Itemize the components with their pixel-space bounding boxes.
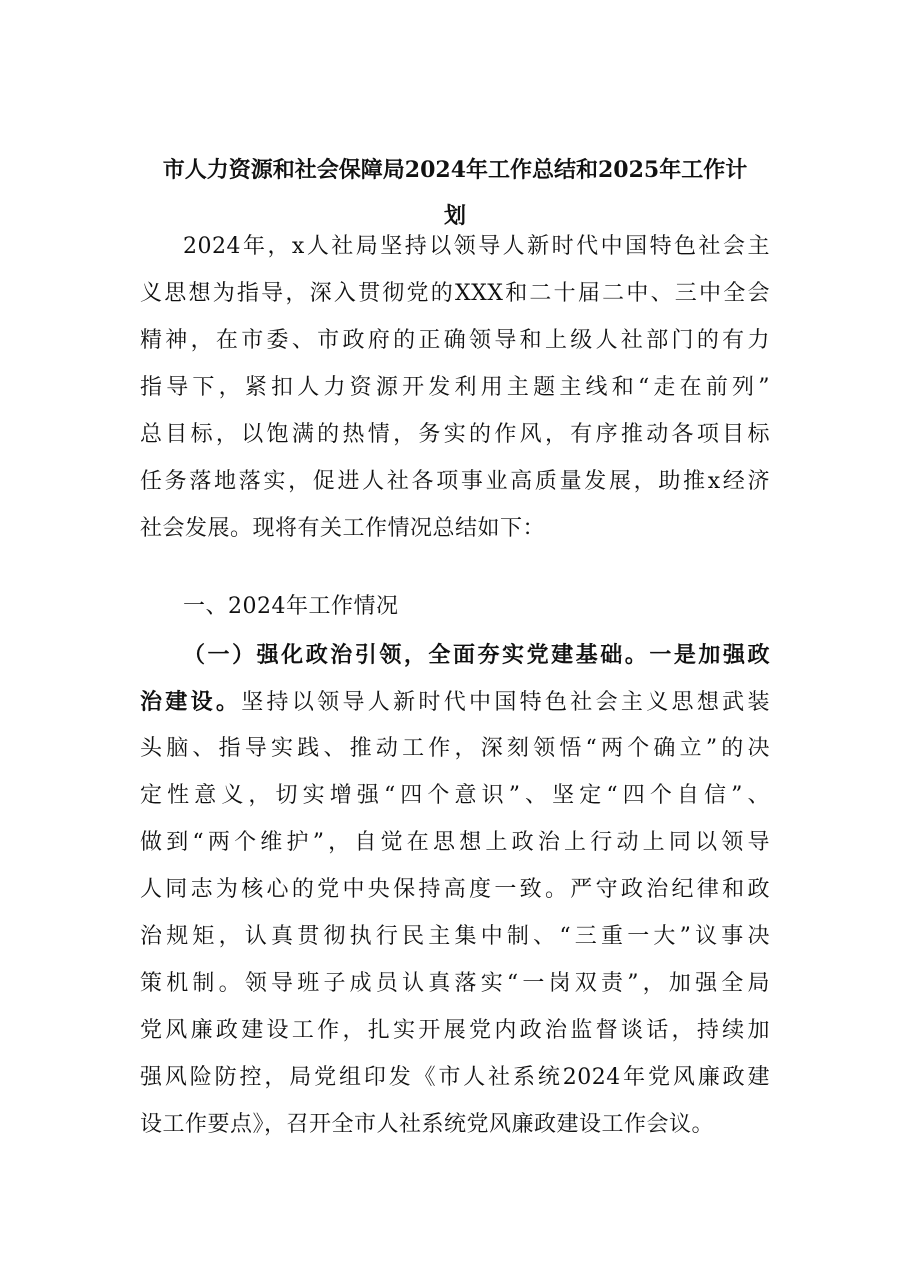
body-line: 人同志为核心的党中央保持高度一致。严守政治纪律和政: [140, 877, 770, 902]
line-rest: 坚持以领导人新时代中国特色社会主义思想武装: [241, 690, 770, 715]
body-line: 定性意义，切实增强“四个意识”、坚定“四个自信”、: [140, 783, 770, 808]
bold-lead: 治建设。: [140, 689, 242, 715]
subsection-heading: （一）强化政治引领，全面夯实党建基础。一是加强政: [183, 642, 770, 668]
body-line: 设工作要点》，召开全市人社系统党风廉政建设工作会议。: [140, 1112, 715, 1137]
body-line: 做到“两个维护”，自觉在思想上政治上行动上同以领导: [140, 830, 770, 855]
section-heading: 一、2024年工作情况: [183, 594, 399, 619]
intro-line: 社会发展。现将有关工作情况总结如下：: [140, 516, 546, 541]
document-title-line-1: 市人力资源和社会保障局2024年工作总结和2025年工作计: [162, 157, 748, 183]
intro-line: 指导下，紧扣人力资源开发利用主题主线和“走在前列”: [140, 375, 770, 400]
subsection-first-line: [140, 687, 770, 718]
intro-line: 义思想为指导，深入贯彻党的XXX和二十届二中、三中全会: [140, 281, 770, 306]
intro-line: 精神，在市委、市政府的正确领导和上级人社部门的有力: [140, 328, 770, 353]
intro-line: 任务落地落实，促进人社各项事业高质量发展，助推x经济: [140, 469, 770, 494]
body-line: 头脑、指导实践、推动工作，深刻领悟“两个确立”的决: [140, 736, 770, 761]
intro-line: 2024年，x人社局坚持以领导人新时代中国特色社会主: [183, 234, 770, 259]
intro-line: 总目标，以饱满的热情，务实的作风，有序推动各项目标: [140, 422, 770, 447]
body-line: 强风险防控，局党组印发《市人社系统2024年党风廉政建: [140, 1065, 770, 1090]
body-line: 治规矩，认真贯彻执行民主集中制、“三重一大”议事决: [140, 924, 770, 949]
document-title-line-2: 划: [443, 203, 466, 229]
body-line: 党风廉政建设工作，扎实开展党内政治监督谈话，持续加: [140, 1018, 770, 1043]
body-line: 策机制。领导班子成员认真落实“一岗双责”，加强全局: [140, 971, 770, 996]
